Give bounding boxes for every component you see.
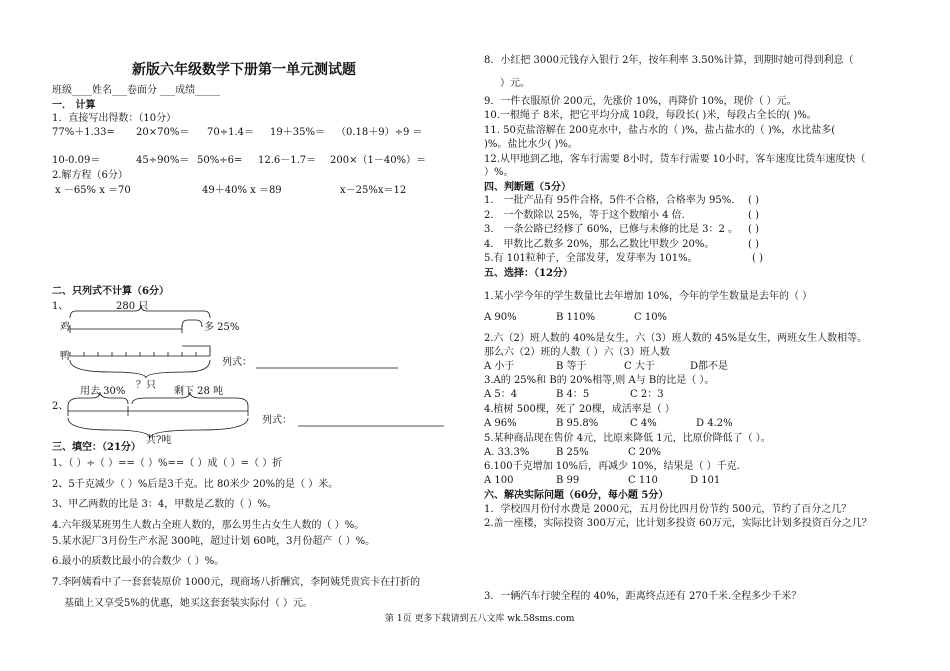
option: C 110 — [628, 475, 658, 486]
equation-item: x－25%x＝12 — [340, 185, 407, 196]
calc-item: 45÷90%＝ — [136, 155, 190, 166]
option: C 2：3 — [630, 389, 664, 400]
section-3-heading: 三、填空：（21分） — [52, 442, 141, 453]
answer-paren[interactable]: ( ) — [748, 210, 759, 221]
choice-q3: 3.A的 25%和 B的 20%相等,则 A与 B的比是（ ）。 — [484, 375, 715, 386]
fill-item: 6.最小的质数比最小的合数少（ ）%。 — [52, 556, 225, 567]
calc-item: 10-0.09＝ — [52, 155, 101, 166]
option: D 4.2% — [696, 418, 733, 429]
option: A 100 — [484, 475, 514, 486]
section-2-heading: 二、只列式不计算（6分） — [52, 286, 169, 297]
page-title: 新版六年级数学下册第一单元测试题 — [132, 62, 356, 78]
calc-item: （0.18＋9）÷9 ＝ — [336, 127, 423, 138]
p1-top-label: 280 只 — [116, 301, 149, 312]
equation-item: 49＋40% x ＝89 — [202, 185, 282, 196]
student-info-line: 班级____姓名___卷面分 ___成绩_____ — [52, 85, 221, 96]
calc-item: 70÷1.4＝ — [207, 127, 255, 138]
option: B 等于 — [556, 361, 587, 372]
option: B 4：5 — [556, 389, 590, 400]
remaining-label: 剩下 28 吨 — [174, 386, 224, 397]
answer-paren[interactable]: ( ) — [752, 253, 763, 264]
problem-item: 3．一辆汽车行驶全程的 40%，距离终点还有 270千米.全程多少千米？ — [484, 591, 802, 602]
option: C 10% — [634, 312, 668, 323]
answer-paren[interactable]: ( ) — [748, 195, 759, 206]
option: A 5：4 — [484, 389, 518, 400]
s1-q1: 1．直接写出得数：（10分） — [52, 113, 177, 124]
chicken-label: 鸡 — [60, 322, 70, 333]
fill-item: 7.李阿姨看中了一套套装原价 1000元，现商场八折酬宾，李阿姨凭贵宾卡在打折的 — [52, 577, 421, 588]
calc-item: 200×（1－40%）＝ — [330, 155, 427, 166]
formula-label: 列式： — [262, 415, 292, 426]
section-4-heading: 四、判断题（5分） — [484, 182, 571, 193]
fill-item: 4.六年级某班男生人数占全班人数的，那么男生占女生人数的（ ）%。 — [52, 520, 365, 531]
option: B 95.8% — [556, 418, 599, 429]
q8-text: 8．小红把 3000元钱存入银行 2年，按年利率 3.50%计算，到期时她可得到利息（ — [484, 55, 854, 66]
fill-item: 5.某水泥厂3月份生产水泥 300吨，超过计划 60吨，3月份超产（ ）%。 — [52, 536, 376, 547]
fill-item: 3、甲乙两数的比是 3：4，甲数是乙数的（ ）%。 — [52, 499, 277, 510]
section-1-heading: 一． 计算 — [52, 100, 96, 111]
calc-item: 19＋35%＝ — [270, 127, 325, 138]
option: B 25% — [556, 447, 589, 458]
fill-item: 2、5千克减少（ ）%后是3千克。比 80米少 20%的是（ ）米。 — [52, 479, 339, 490]
p1-number: 1、 — [52, 301, 69, 312]
option: C 4% — [630, 418, 657, 429]
judge-item: 1． 一批产品有 95件合格，5件不合格，合格率为 95%. — [484, 195, 735, 206]
fill-item: 基础上又享受5%的优惠，她买这套套装实际付（ ）元。 — [64, 598, 314, 609]
option: A. 33.3% — [484, 447, 530, 458]
choice-q4: 4.植树 500棵，死了 20棵，成活率是（ ） — [484, 404, 675, 415]
option: D都不是 — [690, 361, 729, 372]
choice-q5: 5.某种商品现在售价 4元，比原来降低 1元，比原价降低了（ ）。 — [484, 433, 771, 444]
q12-text-cont: ）%。 — [484, 167, 514, 178]
total-label: 共?吨 — [146, 435, 172, 446]
option: A 小于 — [484, 361, 515, 372]
s1-q2: 2.解方程（6分） — [52, 170, 128, 181]
answer-paren[interactable]: ( ) — [748, 224, 759, 235]
q8-text-cont: ）元。 — [500, 78, 530, 89]
calc-item: 77%＋1.33= — [52, 127, 115, 138]
q10-text: 10.一根绳子 8米，把它平均分成 10段，每段长( )米，每段占全长的( )%。 — [484, 110, 817, 121]
judge-item: 4． 甲数比乙数多 20%，那么乙数比甲数少 20%。 — [484, 239, 715, 250]
option: A 90% — [484, 312, 517, 323]
option: B 110% — [556, 312, 596, 323]
p2-number: 2、 — [52, 401, 69, 412]
section-5-heading: 五、选择：（12分） — [484, 268, 573, 279]
option: D 101 — [690, 475, 721, 486]
section-6-heading: 六、解决实际问题（60分，每小题 5分） — [484, 490, 669, 501]
choice-q2: 2.六（2）班人数的 40%是女生，六（3）班人数的 45%是女生，两班女生人数相等。 — [484, 333, 868, 344]
formula-label: 列式： — [222, 357, 252, 368]
problem-item: 1．学校四月份付水费是 2000元，五月份比四月份节约 500元，节约了百分之几？ — [484, 504, 852, 515]
option: B 99 — [556, 475, 580, 486]
calc-item: 20×70%＝ — [136, 127, 190, 138]
duck-label: 鸭 — [60, 351, 70, 362]
choice-q2-cont: 那么六（2）班的人数（ ）六（3）班人数 — [484, 347, 670, 358]
more-percent-label: 多 25% — [204, 322, 240, 333]
answer-paren[interactable]: ( ) — [748, 239, 759, 250]
equation-item: x －65% x ＝70 — [55, 185, 131, 196]
problem-item: 2.盖一座楼，实际投资 300万元，比计划多投资 60万元，实际比计划多投资百分之几？ — [484, 518, 872, 529]
option: C 20% — [628, 447, 662, 458]
fill-item: 1、（ ）÷（ ）==（ ）%==（ ）成（ ）=（ ）折 — [52, 458, 283, 469]
q12-text: 12.从甲地到乙地，客车行需要 8小时，货车行需要 10小时，客车速度比货车速度快（ — [484, 154, 866, 165]
q11-text: 11. 50克盐溶解在 200克水中，盐占水的（ )%，盐占盐水的（ )%，水比盐多( — [484, 125, 836, 136]
judge-item: 5.有 101粒种子，全部发芽，发芽率为 101%。 — [484, 253, 698, 264]
calc-item: 50%÷6= — [197, 155, 243, 166]
used-percent-label: 用去 30% — [80, 386, 126, 397]
option: A 96% — [484, 418, 517, 429]
judge-item: 2． 一个数除以 25%，等于这个数缩小 4 倍. — [484, 210, 685, 221]
choice-q1: 1.某小学今年的学生数量比去年增加 10%，今年的学生数量是去年的（ ） — [484, 291, 813, 302]
q9-text: 9．一件衣服原价 200元，先涨价 10%，再降价 10%，现价（ ）元。 — [484, 96, 797, 107]
choice-q6: 6.100千克增加 10%后，再减少 10%，结果是（ ）千克. — [484, 461, 740, 472]
duck-question-label: ？只 — [136, 380, 156, 391]
page-footer: 第 1页 更多下载请到五八文库 wk.58sms.com — [385, 614, 575, 624]
option: C 大于 — [624, 361, 655, 372]
q11-text-cont: )%。盐比水少( )%。 — [484, 139, 578, 150]
calc-item: 12.6－1.7＝ — [258, 155, 317, 166]
judge-item: 3． 一条公路已经修了 60%，已修与未修的比是 3：2 。 — [484, 224, 739, 235]
